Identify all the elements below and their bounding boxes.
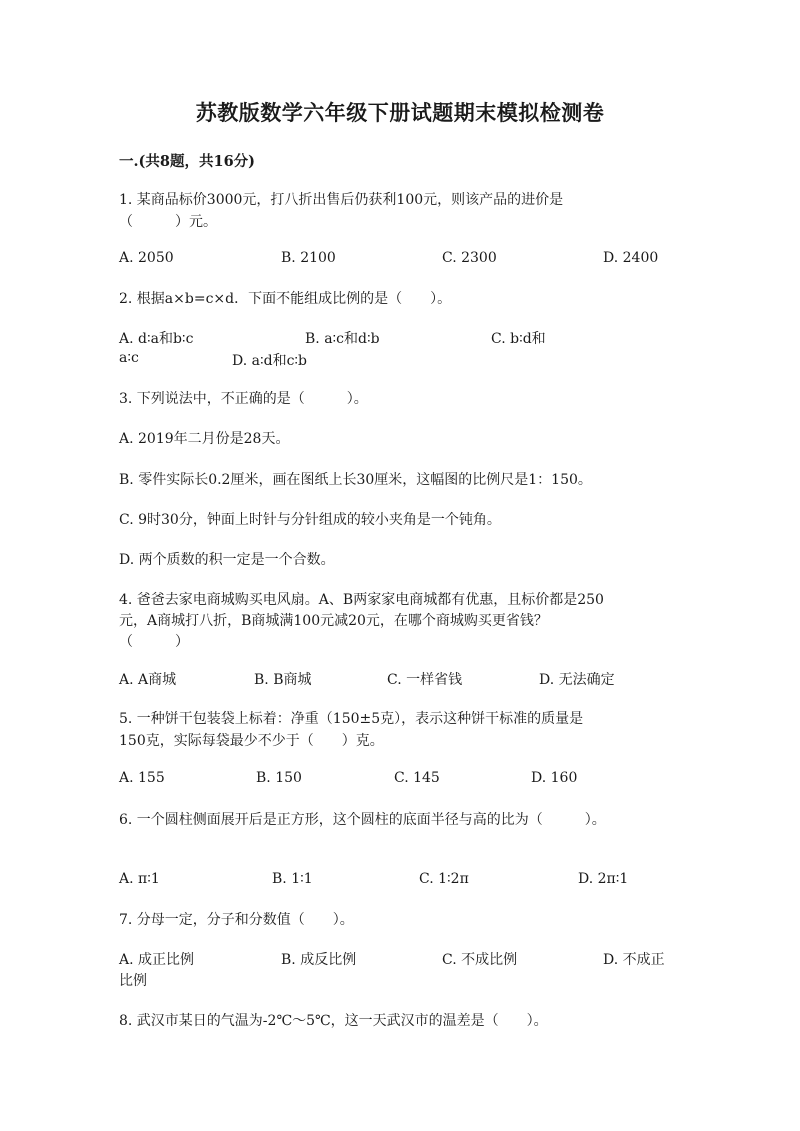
- question-7-option-b: B. 成反比例: [281, 952, 357, 968]
- question-2-option-c: C. b∶d和: [491, 331, 546, 347]
- question-5-option-a: A. 155: [119, 770, 165, 786]
- question-2-text: 2. 根据a×b=c×d．下面不能组成比例的是（ ）。: [119, 291, 452, 307]
- section-heading: 一.(共8题，共16分): [119, 153, 256, 170]
- question-5-text: 5. 一种饼干包装袋上标着：净重（150±5克），表示这种饼干标准的质量是: [119, 711, 584, 727]
- question-1-text: 1. 某商品标价3000元，打八折出售后仍获利100元，则该产品的进价是: [119, 192, 564, 208]
- question-2-option-b: B. a∶c和d∶b: [305, 331, 380, 347]
- question-2-option-a: A. d∶a和b∶c: [119, 331, 194, 347]
- question-1-option-b: B. 2100: [281, 250, 336, 266]
- question-2-option-d: D. a∶d和c∶b: [232, 353, 308, 369]
- question-1-option-d: D. 2400: [603, 250, 659, 266]
- question-3-text: 3. 下列说法中，不正确的是（ ）。: [119, 391, 368, 407]
- question-4-answer-blank: （ ）: [119, 634, 189, 650]
- question-1-option-c: C. 2300: [442, 250, 497, 266]
- question-6-option-d: D. 2π∶1: [578, 871, 629, 887]
- question-5-option-c: C. 145: [394, 770, 440, 786]
- question-2-option-c-cont: a∶c: [119, 350, 139, 366]
- question-7-text: 7. 分母一定，分子和分数值（ ）。: [119, 912, 354, 928]
- question-3-option-b: B. 零件实际长0.2厘米，画在图纸上长30厘米，这幅图的比例尺是1：150。: [119, 472, 592, 488]
- question-8-text: 8. 武汉市某日的气温为-2℃～5℃，这一天武汉市的温差是（ ）。: [119, 1013, 548, 1029]
- question-4-text: 4. 爸爸去家电商城购买电风扇。A、B两家家电商城都有优惠，且标价都是250: [119, 592, 604, 608]
- question-5-text-cont: 150克，实际每袋最少不少于（ ）克。: [119, 733, 384, 749]
- question-4-option-a: A. A商城: [119, 672, 177, 688]
- question-4-option-d: D. 无法确定: [539, 672, 615, 688]
- exam-title: 苏教版数学六年级下册试题期末模拟检测卷: [195, 100, 605, 125]
- question-5-option-d: D. 160: [531, 770, 578, 786]
- question-1-option-a: A. 2050: [119, 250, 174, 266]
- question-3-option-c: C. 9时30分，钟面上时针与分针组成的较小夹角是一个钝角。: [119, 512, 501, 528]
- question-6-option-c: C. 1∶2π: [419, 871, 469, 887]
- question-7-option-d-cont: 比例: [119, 973, 147, 989]
- question-3-option-d: D. 两个质数的积一定是一个合数。: [119, 552, 335, 568]
- question-4-option-c: C. 一样省钱: [387, 672, 463, 688]
- question-7-option-a: A. 成正比例: [119, 952, 195, 968]
- question-7-option-c: C. 不成比例: [442, 952, 518, 968]
- question-7-option-d: D. 不成正: [603, 952, 665, 968]
- question-1-text-cont: （ ）元。: [119, 214, 217, 230]
- question-3-option-a: A. 2019年二月份是28天。: [119, 431, 290, 447]
- question-4-text-cont: 元，A商城打八折，B商城满100元减20元，在哪个商城购买更省钱？: [119, 613, 548, 629]
- question-6-option-b: B. 1∶1: [272, 871, 313, 887]
- question-4-option-b: B. B商城: [254, 672, 312, 688]
- question-6-option-a: A. π∶1: [119, 871, 160, 887]
- question-5-option-b: B. 150: [256, 770, 302, 786]
- question-6-text: 6. 一个圆柱侧面展开后是正方形，这个圆柱的底面半径与高的比为（ ）。: [119, 812, 606, 828]
